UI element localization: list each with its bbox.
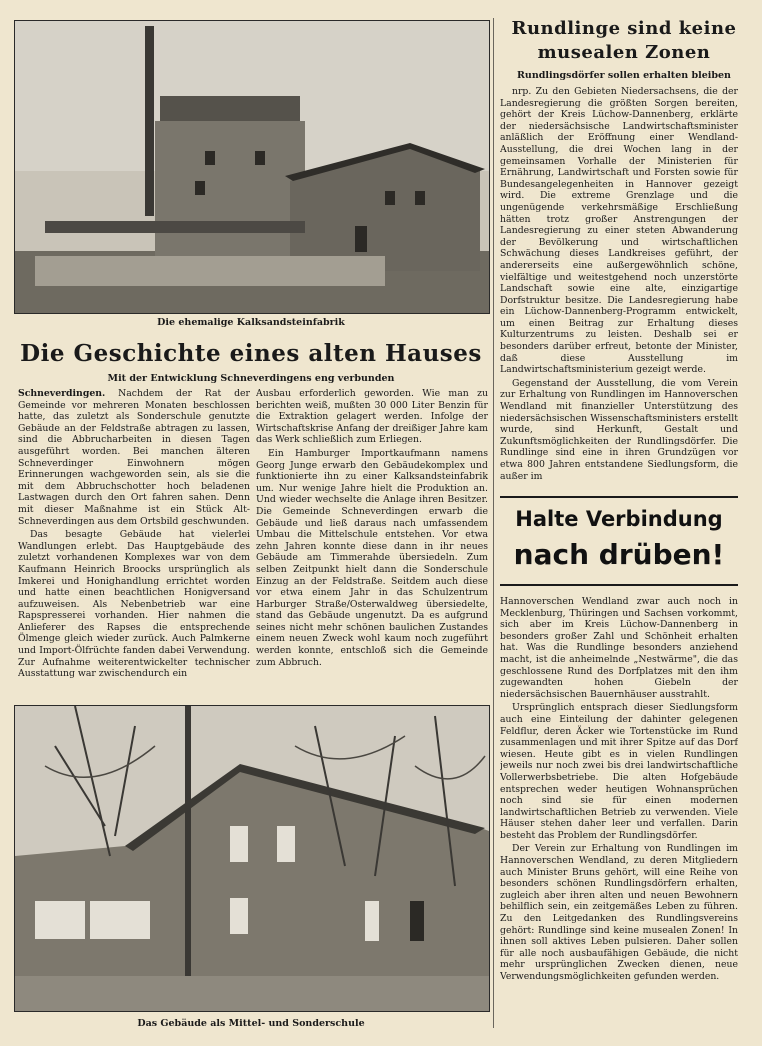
article1-paragraph: Ausbau erforderlich geworden. Wie man zu berichten weiß, mußten 30 000 Liter Benzin für die Extraktion gelagert werden. Infolge der Wirtschaftskrise Anfang der dreißiger Jahre kam das Werk schließlich zum Erliegen. [256,388,488,446]
column-divider [493,18,494,1028]
factory-photo-caption: Die ehemalige Kalksandsteinfabrik [157,317,345,328]
article2-paragraph: Gegenstand der Ausstellung, die vom Verein zur Erhaltung von Rundlingen im Hannoverschen Wendland mit finanzieller Unterstützung des niedersächsischen Wissenschaftsministers erstellt wurde, sind Herkunft, Gestalt und Zukunftsmöglichkeiten der Rundlingsdörfer. Die Rundlinge sind eine in ihren Grundzügen vor etwa 800 Jahren entstandene Siedlungsform, die außer im [500,377,738,482]
article1-column-2 [256,388,488,698]
banner-line2: nach drüben! [513,538,725,571]
article1-paragraph: Schneverdingen. Nachdem der Rat der Gemeinde vor mehreren Monaten beschlossen hatte, das zuletzt als Sonderschule genutzte Gebäude an der Feldstraße abtragen zu lassen, sind die Abbrucharbeiten in diesen Tagen ausgeführt worden. Bei manchen älteren Schneverdinger Einwohnern mögen Erinnerungen wachgeworden sein, als sie die mit dem Abbruchschotter hoch beladenen Lastwagen durch den Ort fahren sahen. Denn mit dieser Maßnahme ist ein Stück Alt-Schneverdingen aus dem Ortsbild geschwunden. [18,388,250,527]
banner-line1: Halte Verbindung [515,507,723,531]
school-photo [14,705,490,1012]
banner-top-rule [500,496,738,498]
article2-paragraph: Ursprünglich entsprach dieser Siedlungsform auch eine Einteilung der dahinter gelegenen Feldflur, deren Äcker wie Tortenstücke im Rund zusammenlagen und mit ihrer Spitze auf das Dorf wiesen. Heute gibt es in vielen Rundlingen jeweils nur noch zwei bis drei landwirtschaftliche Vollerwerbsbetriebe. Die alten Hofgebäude entsprechen weder heutigen Wohnansprüchen noch sind sie für einen modernen landwirtschaftlichen Betrieb zu verwenden. Viele Häuser stehen daher leer und verfallen. Darin besteht das Problem der Rundlingsdörfer. [500,702,738,841]
factory-photo [14,20,490,314]
article2-column-bottom [500,596,738,1036]
article1-paragraph: Ein Hamburger Importkaufmann namens Georg Junge erwarb den Gebäudekomplex und funktionierte ihn zu einer Kalksandsteinfabrik um. Nur wenige Jahre hielt die Produktion an. Und wieder wechselte die Anlage ihren Besitzer. Die Gemeinde Schneverdingen erwarb die Gebäude und ließ daraus nach umfassendem Umbau die Mittelschule entstehen. Vor etwa zehn Jahren konnte diese dann in ihr neues Gebäude am Timmerahde übersiedeln. Zum selben Zeitpunkt hielt dann die Sonderschule Einzug an der Feldstraße. Seitdem auch diese vor etwa einem Jahr in das Schulzentrum Harburger Straße/Osterwaldweg übersiedelte, stand das Gebäude ungenutzt. Da es aufgrund seines nicht mehr schönen baulichen Zustandes einem neuen Zweck wohl kaum noch zugeführt werden konnte, entschloß sich die Gemeinde zum Abbruch. [256,447,488,668]
banner-bottom-rule [500,584,738,586]
school-photo-caption: Das Gebäude als Mittel- und Sonderschule [137,1018,365,1029]
article2-subheadline: Rundlingsdörfer sollen erhalten bleiben [517,70,731,81]
article2-paragraph: Der Verein zur Erhaltung von Rundlingen im Hannoverschen Wendland, zu deren Mitgliedern auch Minister Bruns gehört, will eine Reihe von besonders schönen Rundlingsdörfern erhalten, zugleich aber ihren alten und neuen Bewohnern behilflich sein, ein zeitgemäßes Leben zu führen. Zu den Leitgedanken des Rundlingsvereins gehört: Rundlinge sind keine musealen Zonen! In ihnen soll aktives Leben pulsieren. Daher sollen für alle noch ausbaufähigen Gebäude, die nicht mehr ursprünglichen Zwecken dienen, neue Verwendungsmöglichkeiten gefunden werden. [500,843,738,982]
dateline: Schneverdingen. [18,388,106,399]
article2-headline-line2: musealen Zonen [537,42,711,63]
article1-headline: Die Geschichte eines alten Hauses [20,340,482,367]
article2-headline-line1: Rundlinge sind keine [511,18,737,39]
article1-subheadline: Mit der Entwicklung Schneverdingens eng verbunden [107,373,395,384]
article2-paragraph: nrp. Zu den Gebieten Niedersachsens, die der Landesregierung die größten Sorgen bereiten, gehört der Kreis Lüchow-Dannenberg, erklärte der niedersächsische Landwirtschaftsminister anläßlich der Eröffnung einer Wendland-Ausstellung, die drei Wochen lang in der gemeinsamen Vorhalle der Ministerien für Ernährung, Landwirtschaft und Forsten sowie für Bundesangelegenheiten in Hannover gezeigt wird. Die extreme Grenzlage und die ungenügende verkehrsmäßige Erschließung hätten trotz großer Anstrengungen der Landesregierung zu einer steten Abwanderung der Bevölkerung und wirtschaftlichen Schwächung dieses Landkreises geführt, der andererseits eine außergewöhnlich schöne, vielfältige und weitestgehend noch unzerstörte Landschaft sowie eine alte, einzigartige Dorfstruktur besitze. Die Landesregierung habe ein Lüchow-Dannenberg-Programm entwickelt, um einen Beitrag zur Erhaltung dieses Kulturzentrums zu leisten. Deshalb sei er besonders darüber erfreut, betonte der Minister, daß diese Ausstellung im Landwirtschaftsministerium gezeigt werde. [500,86,738,376]
article1-column-1 [18,388,250,698]
article2-column-top [500,86,738,488]
article2-paragraph: Hannoverschen Wendland zwar auch noch in Mecklenburg, Thüringen und Sachsen vorkommt, sich aber im Kreis Lüchow-Dannenberg in besonders großer Zahl und Schönheit erhalten hat. Was die Rundlinge besonders anziehend macht, ist die anheimelnde „Nestwärme", die das geschlossene Rund des Dorfplatzes mit den ihm zugewandten hohen Giebeln der niedersächsischen Bauernhäuser ausstrahlt. [500,596,738,700]
article1-paragraph: Das besagte Gebäude hat vielerlei Wandlungen erlebt. Das Hauptgebäude des zuletzt vorhandenen Komplexes war von dem Kaufmann Heinrich Broocks ursprünglich als Imkerei und Honighandlung errichtet worden und hatte einen beachtlichen Honigversand aufzuweisen. Als Nebenbetrieb war eine Rapspresserei vorhanden. Hier nahmen die Anlieferer des Rapses die entsprechende Ölmenge gleich wieder zurück. Auch Palmkerne und Import-Ölfrüchte fanden dabei Verwendung. Zur Aufnahme weiterentwickelter technischer Ausstattung war zwischendurch ein [18,529,250,680]
